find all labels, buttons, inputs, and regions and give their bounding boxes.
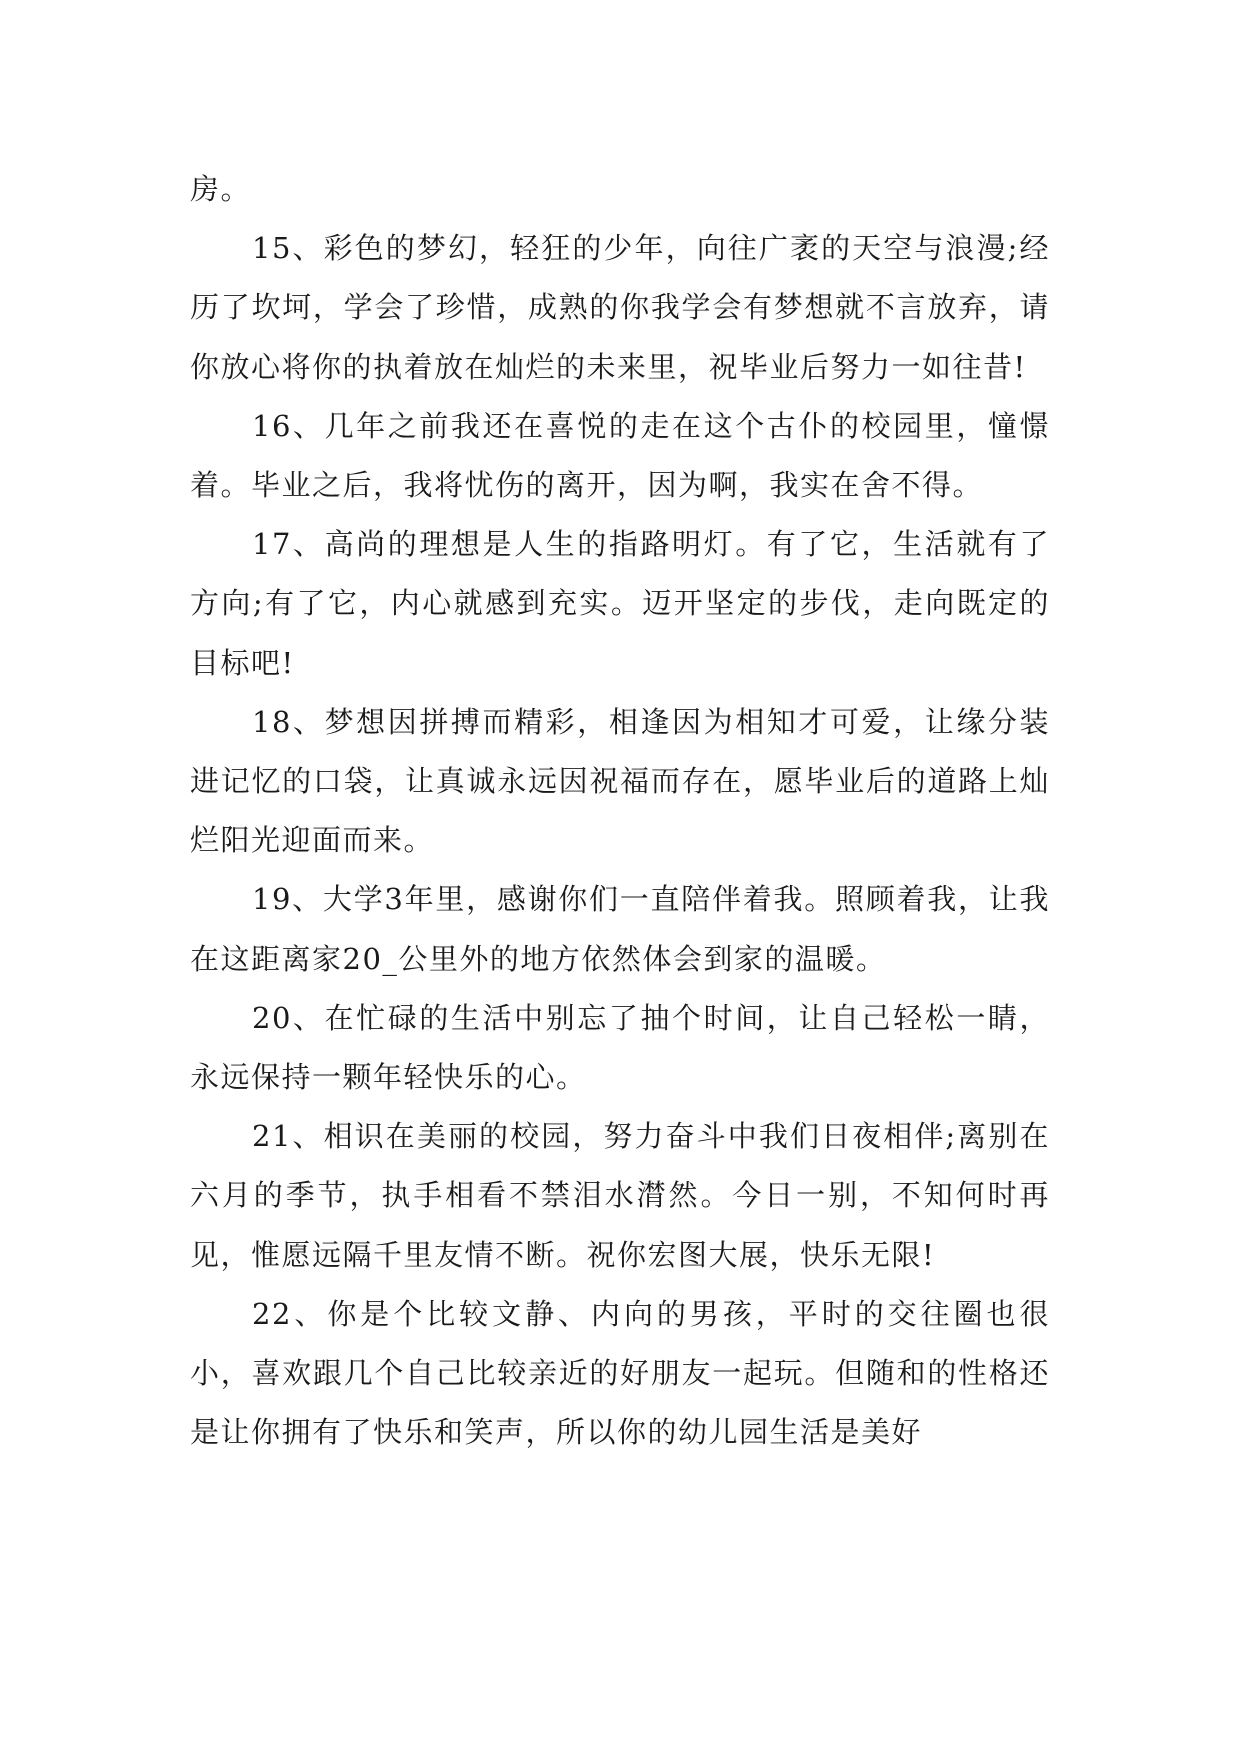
- paragraph-16: 16、几年之前我还在喜悦的走在这个古仆的校园里，憧憬着。毕业之后，我将忧伤的离开，因为啊，我实在舍不得。: [190, 408, 1050, 503]
- paragraph-19: 19、大学3年里，感谢你们一直陪伴着我。照顾着我，让我在这距离家20_公里外的地方依然体会到家的温暖。: [190, 882, 1050, 976]
- paragraph-21: 21、相识在美丽的校园，努力奋斗中我们日夜相伴;离别在六月的季节，执手相看不禁泪水潸然。今日一别，不知何时再见，惟愿远隔千里友情不断。祝你宏图大展，快乐无限!: [190, 1119, 1050, 1272]
- paragraph-18: 18、梦想因拼搏而精彩，相逢因为相知才可爱，让缘分装进记忆的口袋，让真诚永远因祝福而存在，愿毕业后的道路上灿烂阳光迎面而来。: [190, 704, 1050, 858]
- paragraph-22: 22、你是个比较文静、内向的男孩，平时的交往圈也很小，喜欢跟几个自己比较亲近的好朋友一起玩。但随和的性格还是让你拥有了快乐和笑声，所以你的幼儿园生活是美好: [190, 1296, 1050, 1450]
- paragraph-17: 17、高尚的理想是人生的指路明灯。有了它，生活就有了方向;有了它，内心就感到充实。迈开坚定的步伐，走向既定的目标吧!: [190, 527, 1050, 680]
- paragraph-continuation: 房。: [190, 172, 252, 206]
- paragraph-15: 15、彩色的梦幻，轻狂的少年，向往广袤的天空与浪漫;经历了坎坷，学会了珍惜，成熟的你我学会有梦想就不言放弃，请你放心将你的执着放在灿烂的未来里，祝毕业后努力一如往昔!: [190, 231, 1050, 384]
- paragraph-20: 20、在忙碌的生活中别忘了抽个时间，让自己轻松一睛，永远保持一颗年轻快乐的心。: [190, 1000, 1050, 1095]
- document-body: [190, 160, 1050, 1462]
